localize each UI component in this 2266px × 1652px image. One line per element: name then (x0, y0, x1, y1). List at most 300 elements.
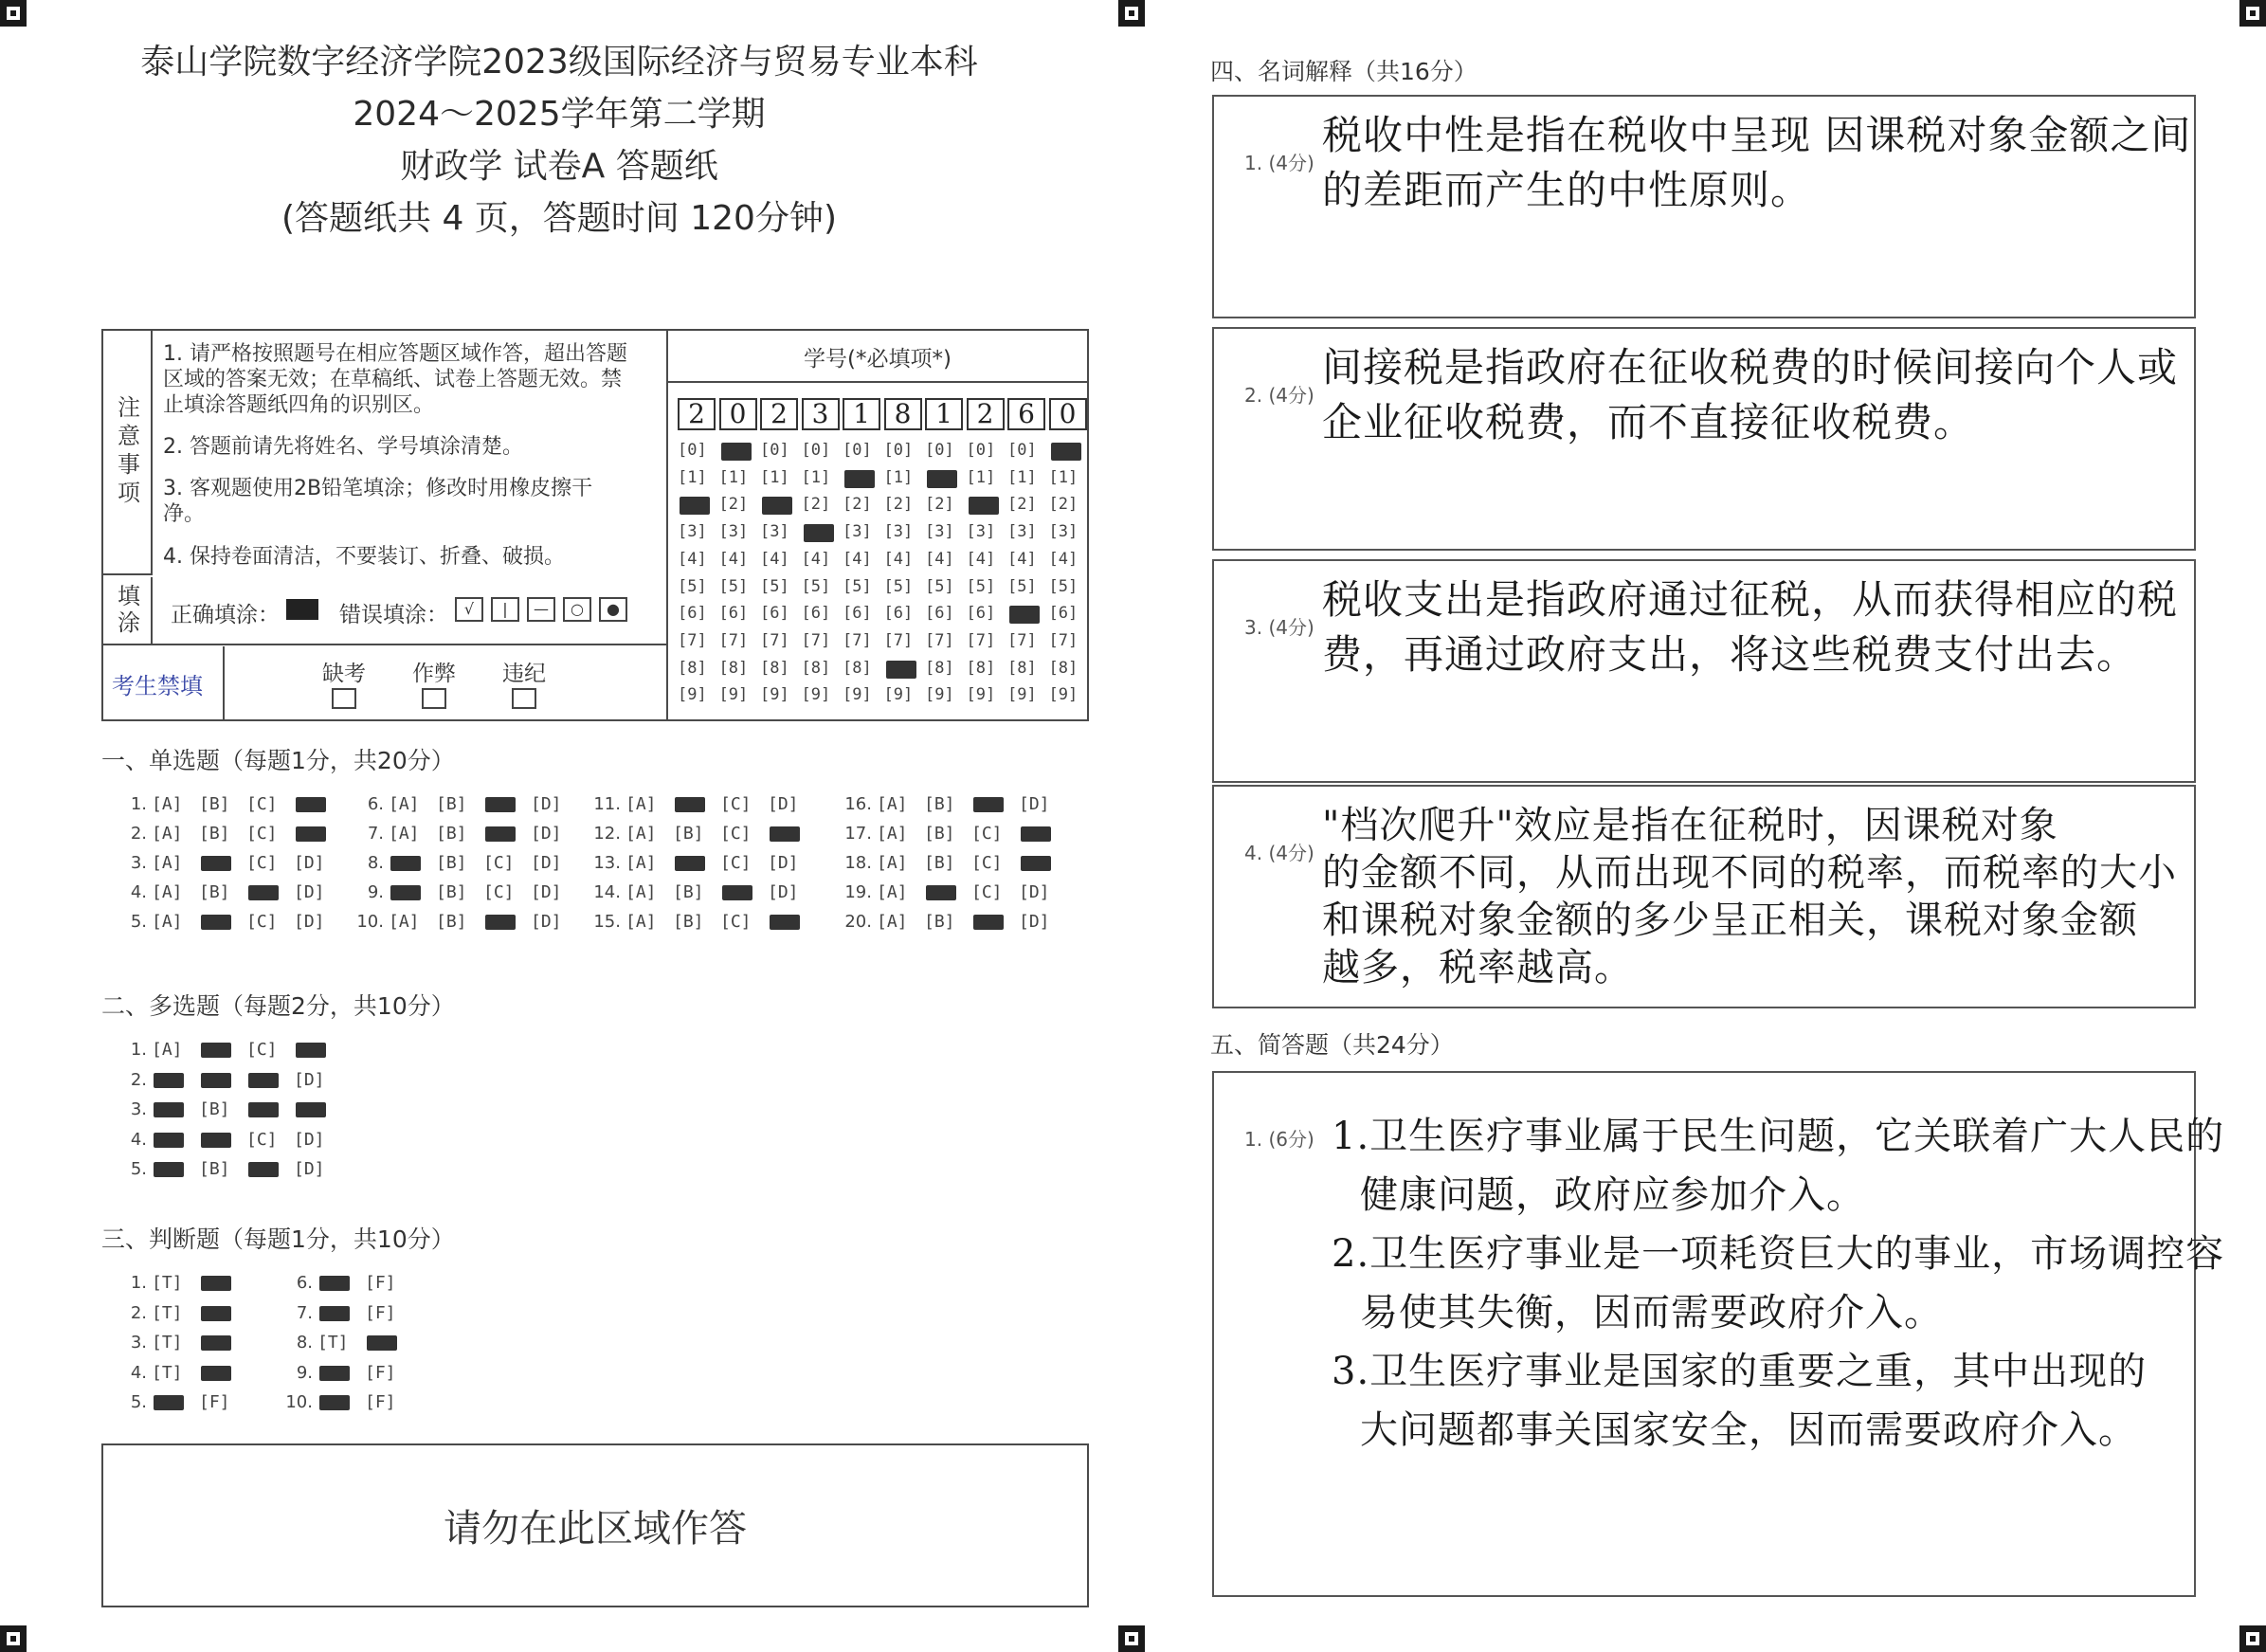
student-id-bubble: [3] (1007, 522, 1037, 542)
student-id-bubble: [0] (966, 441, 996, 460)
single-question-number: 5. (130, 912, 147, 932)
single-option: [A] (152, 824, 183, 844)
judge-option-filled (319, 1276, 350, 1291)
student-id-bubble: [4] (1048, 549, 1079, 569)
single-question-number: 3. (130, 853, 147, 873)
student-id-bubble: [9] (1007, 685, 1037, 705)
short-question-label: 1. (6分) (1244, 1128, 1314, 1151)
judge-option-filled (201, 1335, 231, 1351)
multi-option: [B] (199, 1159, 230, 1179)
term-answer-line: "档次爬升"效应是指在征税时，因课税对象 (1322, 804, 2058, 847)
single-option-filled (201, 856, 231, 871)
student-id-bubble-filled (969, 497, 999, 515)
student-id-bubble: [2] (843, 495, 872, 515)
term-question-label: 1. (4分) (1244, 152, 1314, 174)
single-question-number: 7. (367, 824, 384, 844)
student-id-bubble-filled (680, 497, 710, 515)
single-option: [A] (625, 794, 657, 814)
single-option: [C] (971, 824, 1003, 844)
judge-option-filled (201, 1276, 231, 1291)
multi-option: [D] (294, 1129, 325, 1150)
exam-title-line1: 泰山学院数字经济学院2023级国际经济与贸易专业本科 (140, 43, 978, 82)
student-id-bubble: [9] (801, 685, 831, 705)
judge-option-filled (367, 1335, 397, 1351)
single-question-number: 11. (593, 794, 621, 814)
single-option-filled (485, 797, 516, 812)
single-option: [B] (924, 853, 955, 873)
short-answer-line: 1.卫生医疗事业属于民生问题，它关联着广大人民的 (1332, 1115, 2225, 1158)
single-option: [B] (436, 794, 467, 814)
short-answer-line: 易使其失衡，因而需要政府介入。 (1360, 1291, 1943, 1334)
single-option: [D] (531, 824, 562, 844)
single-option: [D] (531, 882, 562, 902)
ban-item-label: 违纪 (502, 662, 546, 686)
single-question-number: 4. (130, 882, 147, 902)
student-id-bubble: [9] (966, 685, 996, 705)
student-id-digit: 2 (678, 398, 716, 430)
judge-question-number: 4. (130, 1362, 147, 1383)
student-id-bubble: [9] (925, 685, 954, 705)
multi-question-number: 3. (130, 1099, 147, 1119)
multi-question-number: 2. (130, 1069, 147, 1090)
student-id-digit: 6 (1007, 398, 1045, 430)
student-id-bubble-filled (721, 443, 752, 461)
multi-choice-title: 二、多选题（每题2分，共10分） (101, 992, 455, 1020)
multi-option-filled (154, 1102, 184, 1117)
single-option: [D] (1019, 912, 1050, 932)
single-option-filled (390, 856, 421, 871)
single-option: [D] (1019, 882, 1050, 902)
single-option: [C] (483, 853, 515, 873)
judge-question-number: 10. (285, 1392, 313, 1412)
single-option: [B] (199, 824, 230, 844)
single-option-filled (248, 885, 279, 900)
student-id-bubble: [5] (1007, 576, 1037, 596)
judge-question-number: 1. (130, 1273, 147, 1293)
multi-option-filled (154, 1162, 184, 1177)
student-id-bubble: [2] (718, 495, 749, 515)
single-option: [D] (531, 853, 562, 873)
student-id-bubble: [8] (718, 658, 749, 678)
student-id-bubble: [1] (801, 467, 831, 487)
judge-question-number: 8. (296, 1333, 313, 1352)
student-id-bubble: [7] (1048, 630, 1079, 650)
multi-option: [C] (246, 1129, 278, 1150)
student-id-bubble: [6] (718, 604, 749, 624)
wrong-fill-label: 错误填涂： (339, 603, 448, 627)
wrong-mark-sample: √ (455, 597, 483, 622)
single-option: [B] (924, 794, 955, 814)
short-answer-line: 健康问题，政府应参加介入。 (1360, 1173, 1865, 1217)
single-question-number: 14. (593, 882, 621, 902)
student-id-bubble: [8] (966, 658, 996, 678)
student-id-bubble: [5] (925, 576, 954, 596)
student-id-bubble: [9] (678, 685, 707, 705)
student-id-bubble: [8] (760, 658, 789, 678)
student-id-bubble: [7] (843, 630, 872, 650)
student-id-bubble: [7] (925, 630, 954, 650)
student-id-bubble-filled (804, 524, 834, 542)
student-id-bubble: [2] (801, 495, 831, 515)
judge-question-number: 5. (130, 1392, 147, 1412)
single-question-number: 6. (367, 794, 384, 814)
single-option-filled (1021, 856, 1051, 871)
wrong-mark-sample: ● (599, 597, 627, 622)
multi-option-filled (248, 1162, 279, 1177)
student-id-bubble: [3] (925, 522, 954, 542)
student-id-bubble: [3] (1048, 522, 1079, 542)
registration-mark-top-right (2239, 0, 2266, 27)
student-id-bubble: [7] (678, 630, 707, 650)
student-id-bubble: [5] (678, 576, 707, 596)
student-id-bubble: [8] (925, 658, 954, 678)
student-id-bubble: [6] (925, 604, 954, 624)
ban-item-checkbox (332, 688, 356, 709)
student-id-bubble: [9] (883, 685, 914, 705)
student-id-bubble: [2] (1007, 495, 1037, 515)
single-option-filled (973, 915, 1004, 930)
judge-question-number: 3. (130, 1333, 147, 1352)
term-question-label: 3. (4分) (1244, 616, 1314, 639)
term-answer-line: 税收中性是指在税收中呈现 因课税对象金额之间 (1322, 112, 2192, 158)
single-option: [B] (924, 912, 955, 932)
ban-item-checkbox (422, 688, 446, 709)
registration-mark-top-left (0, 0, 27, 27)
notice-label (103, 331, 153, 575)
student-id-bubble: [0] (843, 441, 872, 460)
judge-option: [T] (317, 1333, 349, 1352)
single-choice-title: 一、单选题（每题1分，共20分） (101, 747, 455, 774)
student-id-bubble: [4] (678, 549, 707, 569)
multi-option-filled (248, 1073, 279, 1088)
term-answer-line: 的差距而产生的中性原则。 (1322, 167, 1812, 213)
student-id-bubble: [6] (966, 604, 996, 624)
single-option-filled (390, 885, 421, 900)
student-id-bubble: [9] (760, 685, 789, 705)
multi-option-filled (201, 1133, 231, 1148)
student-id-bubble: [1] (1007, 467, 1037, 487)
multi-option: [B] (199, 1099, 230, 1119)
term-answer-line: 企业征收税费，而不直接征收税费。 (1322, 399, 1975, 445)
registration-mark-bottom-center (1118, 1625, 1145, 1652)
term-answer-line: 的金额不同，从而出现不同的税率，而税率的大小 (1322, 851, 2177, 895)
judge-option: [F] (365, 1302, 396, 1323)
student-id-bubble: [5] (1048, 576, 1079, 596)
student-id-bubble: [4] (801, 549, 831, 569)
single-question-number: 17. (844, 824, 872, 844)
single-option: [A] (877, 882, 908, 902)
student-id-bubble: [1] (966, 467, 996, 487)
single-question-number: 2. (130, 824, 147, 844)
multi-option-filled (201, 1043, 231, 1058)
student-id-bubble: [4] (925, 549, 954, 569)
judge-option: [T] (152, 1333, 183, 1352)
multi-option-filled (296, 1102, 326, 1117)
single-option: [C] (246, 824, 278, 844)
student-id-bubble: [8] (1007, 658, 1037, 678)
single-option: [B] (199, 794, 230, 814)
student-id-bubble: [0] (1007, 441, 1037, 460)
term-question-label: 2. (4分) (1244, 384, 1314, 407)
student-id-bubble: [4] (1007, 549, 1037, 569)
student-id-bubble: [7] (718, 630, 749, 650)
single-question-number: 8. (367, 853, 384, 873)
student-id-bubble: [0] (883, 441, 914, 460)
student-id-bubble: [9] (843, 685, 872, 705)
student-id-bubble: [7] (801, 630, 831, 650)
student-id-bubble: [3] (883, 522, 914, 542)
single-option: [B] (436, 912, 467, 932)
single-question-number: 9. (367, 882, 384, 902)
registration-mark-bottom-left (0, 1625, 27, 1652)
student-id-bubble: [3] (718, 522, 749, 542)
single-option: [C] (971, 882, 1003, 902)
student-id-bubble: [9] (718, 685, 749, 705)
registration-mark-top-center (1118, 0, 1145, 27)
multi-option: [D] (294, 1159, 325, 1179)
judge-title: 三、判断题（每题1分，共10分） (101, 1225, 455, 1253)
judge-option-filled (201, 1366, 231, 1381)
single-option: [A] (152, 794, 183, 814)
student-id-bubble: [6] (678, 604, 707, 624)
single-question-number: 19. (844, 882, 872, 902)
student-id-digit: 2 (967, 398, 1005, 430)
judge-option: [T] (152, 1362, 183, 1383)
single-option: [A] (625, 853, 657, 873)
student-id-bubble: [8] (1048, 658, 1079, 678)
student-id-digit: 0 (1049, 398, 1087, 430)
single-option: [C] (246, 912, 278, 932)
term-answer-line: 间接税是指政府在征收税费的时候间接向个人或 (1322, 344, 2179, 390)
single-option: [C] (483, 882, 515, 902)
single-option-filled (296, 797, 326, 812)
student-id-bubble: [6] (1048, 604, 1079, 624)
no-write-area (101, 1443, 1089, 1607)
single-question-number: 15. (593, 912, 621, 932)
judge-option-filled (319, 1366, 350, 1381)
student-id-bubble: [4] (843, 549, 872, 569)
single-option: [B] (436, 853, 467, 873)
student-id-bubble: [1] (760, 467, 789, 487)
multi-option-filled (201, 1073, 231, 1088)
ban-divider (223, 646, 225, 720)
terms-title: 四、名词解释（共16分） (1210, 58, 1477, 85)
student-id-bubble: [5] (718, 576, 749, 596)
notice-item-4: 4. 保持卷面清洁，不要装订、折叠、破损。 (163, 545, 565, 569)
single-option: [A] (389, 824, 420, 844)
multi-option: [A] (152, 1040, 183, 1060)
single-option-filled (1021, 826, 1051, 842)
no-write-text: 请勿在此区域作答 (444, 1507, 747, 1551)
student-id-bubble: [2] (1048, 495, 1079, 515)
multi-option-filled (154, 1073, 184, 1088)
student-id-bubble: [6] (760, 604, 789, 624)
single-option: [A] (152, 882, 183, 902)
wrong-mark-sample: — (527, 597, 555, 622)
single-question-number: 18. (844, 853, 872, 873)
judge-option-filled (154, 1395, 184, 1410)
registration-mark-bottom-right (2239, 1625, 2266, 1652)
student-id-bubble: [8] (678, 658, 707, 678)
single-option: [B] (673, 882, 704, 902)
single-option: [A] (389, 794, 420, 814)
student-id-digit: 1 (843, 398, 880, 430)
exam-title-line3: 财政学 试卷A 答题纸 (400, 147, 718, 186)
judge-option: [F] (365, 1362, 396, 1383)
student-id-bubble: [1] (1048, 467, 1079, 487)
single-option: [B] (199, 882, 230, 902)
single-option-filled (675, 797, 705, 812)
single-option-filled (770, 826, 800, 842)
term-answer-line: 和课税对象金额的多少呈正相关，课税对象金额 (1322, 899, 2138, 942)
student-id-bubble: [7] (760, 630, 789, 650)
student-id-bubble: [3] (966, 522, 996, 542)
student-id-bubble: [8] (801, 658, 831, 678)
judge-option: [T] (152, 1302, 183, 1323)
judge-question-number: 6. (296, 1273, 313, 1293)
ban-item-label: 缺考 (322, 662, 366, 686)
student-id-bubble: [4] (966, 549, 996, 569)
student-id-bubble: [9] (1048, 685, 1079, 705)
exam-title-line4: (答题纸共 4 页，答题时间 120分钟) (281, 199, 838, 238)
judge-option-filled (319, 1306, 350, 1321)
correct-fill-sample (286, 599, 318, 620)
single-option: [D] (294, 912, 325, 932)
student-id-bubble-filled (844, 470, 875, 488)
student-id-bubble: [7] (966, 630, 996, 650)
student-id-column (666, 331, 668, 719)
single-option: [A] (625, 882, 657, 902)
single-option: [C] (246, 794, 278, 814)
multi-option: [C] (246, 1040, 278, 1060)
single-option: [A] (389, 912, 420, 932)
student-id-bubble: [6] (883, 604, 914, 624)
single-option-filled (201, 915, 231, 930)
single-option-filled (675, 856, 705, 871)
short-answer-line: 3.卫生医疗事业是国家的重要之重，其中出现的 (1332, 1350, 2148, 1393)
judge-question-number: 2. (130, 1302, 147, 1323)
student-id-bubble: [6] (843, 604, 872, 624)
judge-option: [F] (199, 1392, 230, 1412)
single-option: [B] (673, 912, 704, 932)
correct-fill-label: 正确填涂： (171, 603, 280, 627)
student-id-bubble: [0] (925, 441, 954, 460)
judge-option: [F] (365, 1392, 396, 1412)
single-option-filled (722, 885, 752, 900)
student-id-bubble: [0] (801, 441, 831, 460)
student-id-bubble: [4] (760, 549, 789, 569)
single-option-filled (770, 915, 800, 930)
ban-item-label: 作弊 (412, 662, 456, 686)
single-option: [A] (877, 853, 908, 873)
student-id-bubble: [3] (678, 522, 707, 542)
student-id-bubble-filled (886, 661, 916, 679)
student-id-digit: 3 (802, 398, 840, 430)
single-option: [A] (877, 912, 908, 932)
student-id-bubble: [2] (925, 495, 954, 515)
single-question-number: 1. (130, 794, 147, 814)
notice-item-2: 2. 答题前请先将姓名、学号填涂清楚。 (163, 435, 523, 459)
short-answer-line: 大问题都事关国家安全，因而需要政府介入。 (1360, 1408, 2137, 1452)
student-id-digit: 8 (884, 398, 922, 430)
student-id-bubble: [6] (801, 604, 831, 624)
student-id-header: 学号(*必填项*) (804, 347, 952, 372)
judge-question-number: 9. (296, 1362, 313, 1383)
wrong-mark-sample: ○ (563, 597, 591, 622)
judge-option-filled (319, 1395, 350, 1410)
single-option-filled (926, 885, 956, 900)
single-question-number: 16. (844, 794, 872, 814)
student-id-bubble: [0] (678, 441, 707, 460)
student-id-bubble: [5] (801, 576, 831, 596)
single-option: [D] (1019, 794, 1050, 814)
single-option-filled (485, 826, 516, 842)
single-option: [C] (720, 824, 752, 844)
single-option: [C] (246, 853, 278, 873)
student-id-digit: 2 (760, 398, 798, 430)
term-answer-line: 费，再通过政府支出，将这些税费支付出去。 (1322, 631, 2138, 678)
student-id-bubble: [5] (760, 576, 789, 596)
notice-item-3: 3. 客观题使用2B铅笔填涂；修改时用橡皮擦干净。 (163, 477, 593, 526)
student-id-bubble: [3] (843, 522, 872, 542)
single-question-number: 20. (844, 912, 872, 932)
single-option: [A] (877, 824, 908, 844)
student-id-bubble: [1] (678, 467, 707, 487)
term-question-label: 4. (4分) (1244, 842, 1314, 864)
judge-option: [F] (365, 1273, 396, 1293)
exam-title-line2: 2024～2025学年第二学期 (353, 95, 766, 134)
student-id-bubble: [5] (843, 576, 872, 596)
student-id-bubble: [8] (843, 658, 872, 678)
student-id-bubble: [1] (883, 467, 914, 487)
student-id-bubble: [2] (883, 495, 914, 515)
single-option: [A] (625, 912, 657, 932)
single-question-number: 13. (593, 853, 621, 873)
student-id-bubble-filled (1051, 443, 1081, 461)
multi-question-number: 1. (130, 1040, 147, 1060)
single-option: [B] (924, 824, 955, 844)
single-question-number: 10. (356, 912, 384, 932)
short-answer-line: 2.卫生医疗事业是一项耗资巨大的事业，市场调控容 (1332, 1232, 2225, 1276)
single-option: [A] (877, 794, 908, 814)
student-id-digit: 1 (925, 398, 963, 430)
student-id-bubble: [7] (883, 630, 914, 650)
ban-item-checkbox (512, 688, 536, 709)
single-option: [D] (768, 882, 799, 902)
student-id-bubble: [5] (966, 576, 996, 596)
student-id-bubble: [0] (760, 441, 789, 460)
student-id-digit: 0 (719, 398, 757, 430)
multi-option-filled (154, 1133, 184, 1148)
term-answer-line: 越多，税率越高。 (1322, 946, 1633, 989)
single-option: [C] (720, 794, 752, 814)
single-option-filled (973, 797, 1004, 812)
single-option: [B] (436, 824, 467, 844)
student-id-header-line (668, 381, 1087, 383)
student-id-bubble: [1] (718, 467, 749, 487)
term-answer-line: 税收支出是指政府通过征税，从而获得相应的税 (1322, 576, 2179, 623)
fill-label (103, 577, 153, 645)
single-option: [A] (152, 853, 183, 873)
multi-question-number: 5. (130, 1159, 147, 1179)
judge-question-number: 7. (296, 1302, 313, 1323)
student-id-bubble: [4] (718, 549, 749, 569)
notice-label-text: 注意事项 (113, 395, 140, 509)
judge-option: [T] (152, 1273, 183, 1293)
single-option-filled (485, 915, 516, 930)
fill-label-text: 填涂 (113, 584, 140, 637)
single-option: [C] (971, 853, 1003, 873)
